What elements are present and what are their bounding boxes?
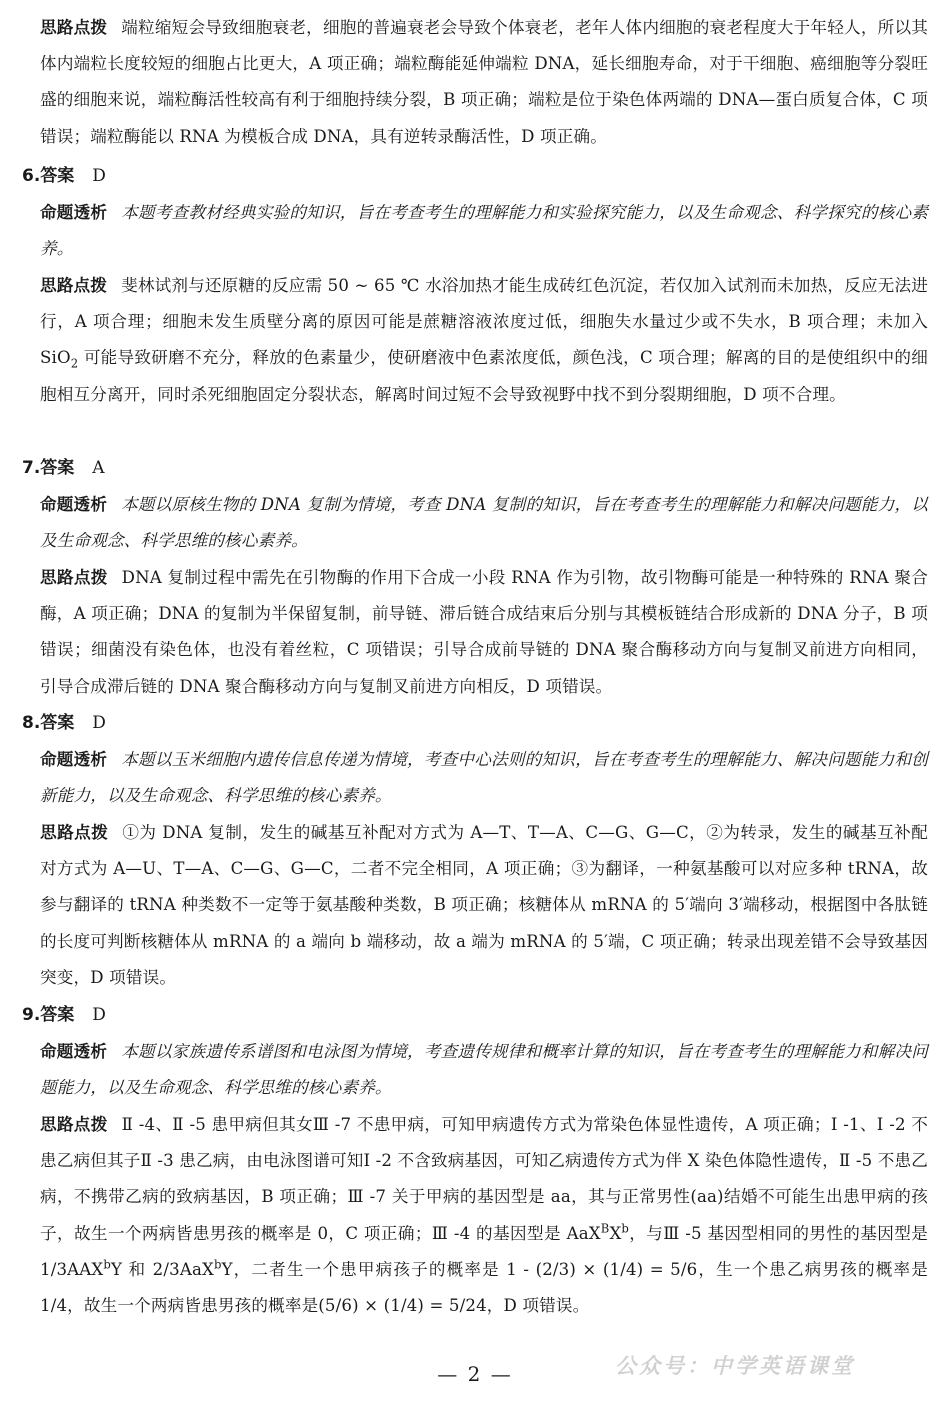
intent-label: 命题透析: [40, 203, 108, 222]
q6-intent-paragraph: [40, 195, 928, 267]
analysis-text-cont: ，与Ⅲ -5 基因型相同的男性的基因型是 1/3AAX: [40, 1223, 928, 1279]
q5-analysis-paragraph: [40, 10, 928, 155]
q6-analysis-paragraph: [40, 268, 928, 413]
superscript: b: [213, 1257, 222, 1272]
analysis-text-cont: X: [609, 1223, 622, 1243]
analysis-text: 斐林试剂与还原糖的反应需 50 ~ 65 ℃ 水浴加热才能生成砖红色沉淀，若仅加入试剂而未加热，反应无法进行，A 项合理；细胞未发生质壁分离的原因可能是蔗糖溶液浓度过低，细胞失水量过少或不失水，B 项合理；未加入 SiO: [40, 276, 928, 368]
q7-answer-heading: [22, 450, 105, 486]
q7-analysis-paragraph: [40, 560, 928, 705]
analysis-label: 思路点拨: [40, 823, 109, 842]
q9-analysis-paragraph: [40, 1107, 928, 1324]
q8-intent-paragraph: [40, 742, 928, 814]
answer-value: D: [92, 166, 106, 186]
answer-value: D: [92, 713, 106, 733]
answer-label: 答案: [40, 1005, 75, 1025]
watermark: 公众号：中学英语课堂: [615, 1354, 855, 1378]
intent-text: 本题以原核生物的 DNA 复制为情境，考查 DNA 复制的知识，旨在考查考生的理解能力和解决问题能力，以及生命观念、科学思维的核心素养。: [40, 495, 928, 551]
question-number: 6.: [22, 166, 41, 186]
analysis-text-cont: 可能导致研磨不充分，释放的色素量少，使研磨液中色素浓度低，颜色浅，C 项合理；解离的目的是使组织中的细胞相互分离开，同时杀死细胞固定分裂状态，解离时间过短不会导致视野中找不到分裂期细胞，D 项不合理。: [40, 348, 928, 404]
analysis-text: DNA 复制过程中需先在引物酶的作用下合成一小段 RNA 作为引物，故引物酶可能是一种特殊的 RNA 聚合酶，A 项正确；DNA 的复制为半保留复制，前导链、滞后链合成结束后分别与其模板链结合形成新的 DNA 分子，B 项错误；细菌没有染色体，也没有着丝粒，C 项错误；引导合成前导链的 DNA 聚合酶移动方向与复制叉前进方向相同，引导合成滞后链的 DNA 聚合酶移动方向与复制叉前进方向相反，D 项错误。: [40, 568, 928, 696]
intent-text: 本题考查教材经典实验的知识，旨在考查考生的理解能力和实验探究能力，以及生命观念、科学探究的核心素养。: [40, 203, 928, 259]
question-number: 9.: [22, 1005, 41, 1025]
answer-value: A: [92, 458, 105, 478]
answer-label: 答案: [40, 166, 75, 186]
q6-answer-heading: [22, 158, 106, 194]
intent-label: 命题透析: [40, 750, 108, 769]
analysis-label: 思路点拨: [40, 276, 108, 295]
analysis-label: 思路点拨: [40, 18, 108, 37]
q8-answer-heading: [22, 705, 106, 741]
analysis-text: 端粒缩短会导致细胞衰老，细胞的普遍衰老会导致个体衰老，老年人体内细胞的衰老程度大于年轻人，所以其体内端粒长度较短的细胞占比更大，A 项正确；端粒酶能延伸端粒 DNA，延长细胞寿命，对于干细胞、癌细胞等分裂旺盛的细胞来说，端粒酶活性较高有利于细胞持续分裂，B 项正确；端粒是位于染色体两端的 DNA—蛋白质复合体，C 项错误；端粒酶能以 RNA 为模板合成 DNA，具有逆转录酶活性，D 项正确。: [40, 18, 928, 146]
analysis-label: 思路点拨: [40, 1115, 108, 1134]
answer-label: 答案: [40, 713, 75, 733]
question-number: 8.: [22, 713, 41, 733]
answer-label: 答案: [40, 458, 75, 478]
analysis-text-cont: Y 和 2/3AaX: [110, 1259, 214, 1279]
q9-intent-paragraph: [40, 1034, 928, 1106]
intent-text: 本题以家族遗传系谱图和电泳图为情境，考查遗传规律和概率计算的知识，旨在考查考生的理解能力和解决问题能力，以及生命观念、科学思维的核心素养。: [40, 1042, 928, 1098]
question-number: 7.: [22, 458, 41, 478]
superscript: b: [103, 1257, 111, 1272]
q8-analysis-paragraph: [40, 815, 928, 996]
superscript: b: [621, 1221, 630, 1236]
intent-label: 命题透析: [40, 1042, 108, 1061]
q9-answer-heading: [22, 997, 106, 1033]
analysis-text: Ⅱ -4、Ⅱ -5 患甲病但其女Ⅲ -7 不患甲病，可知甲病遗传方式为常染色体显性遗传，A 项正确；Ⅰ -1、Ⅰ -2 不患乙病但其子Ⅱ -3 患乙病，由电泳图谱可知Ⅰ -2 不含致病基因，可知乙病遗传方式为伴 X 染色体隐性遗传，Ⅱ -5 不患乙病，不携带乙病的致病基因，B 项正确；Ⅲ -7 关于甲病的基因型是 aa，其与正常男性(aa)结婚不可能生出患甲病的孩子，故生一个两病皆患男孩的概率是 0，C 项正确；Ⅲ -4 的基因型是 AaX: [40, 1115, 929, 1243]
q7-intent-paragraph: [40, 487, 928, 559]
analysis-text: ①为 DNA 复制，发生的碱基互补配对方式为 A—T、T—A、C—G、G—C，②为转录，发生的碱基互补配对方式为 A—U、T—A、C—G、G—C，二者不完全相同，A 项正确；③为翻译，一种氨基酸可以对应多种 tRNA，故参与翻译的 tRNA 种类数不一定等于氨基酸种类数，B 项正确；核糖体从 mRNA 的 5′端向 3′端移动，根据图中各肽链的长度可判断核糖体从 mRNA 的 a 端向 b 端移动，故 a 端为 mRNA 的 5′端，C 项正确；转录出现差错不会导致基因突变，D 项错误。: [40, 823, 928, 987]
subscript: 2: [70, 356, 79, 371]
answer-value: D: [92, 1005, 106, 1025]
analysis-text-cont: Y，二者生一个患甲病孩子的概率是 1 - (2/3) × (1/4) = 5/6，生一个患乙病男孩的概率是 1/4，故生一个两病皆患男孩的概率是(5/6) × (1/4) = 5/24，D 项错误。: [40, 1259, 928, 1316]
analysis-label: 思路点拨: [40, 568, 108, 587]
intent-label: 命题透析: [40, 495, 108, 514]
superscript: B: [600, 1221, 610, 1236]
intent-text: 本题以玉米细胞内遗传信息传递为情境，考查中心法则的知识，旨在考查考生的理解能力、解决问题能力和创新能力，以及生命观念、科学思维的核心素养。: [40, 750, 928, 806]
page-number: — 2 —: [437, 1362, 513, 1386]
